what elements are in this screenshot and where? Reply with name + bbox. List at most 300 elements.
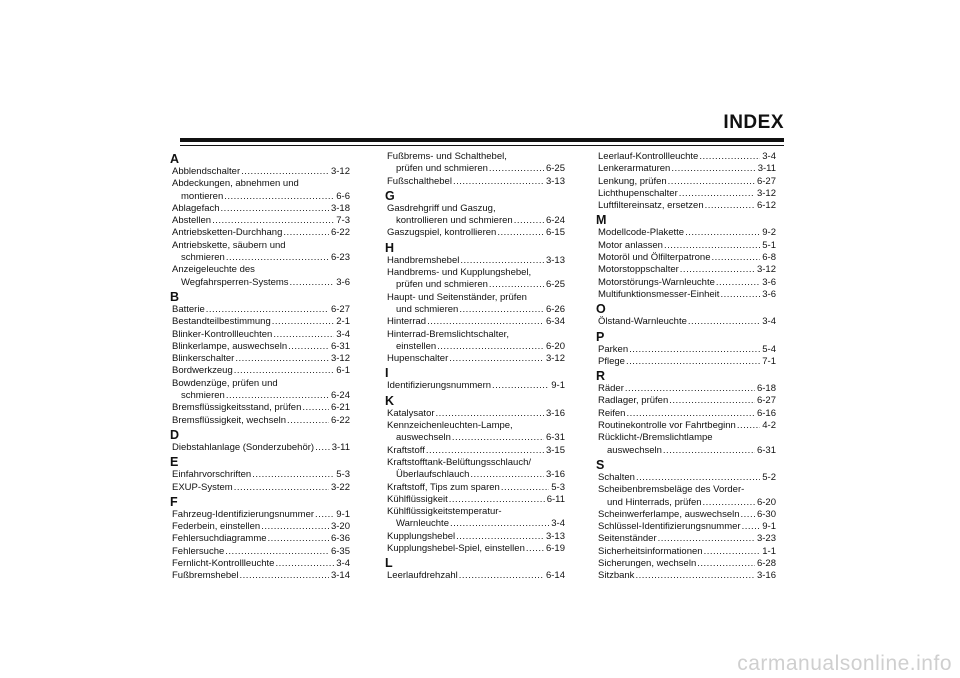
index-entry-text: Motorstoppschalter (598, 264, 679, 276)
index-entry-text: Warnleuchte (396, 518, 449, 530)
page-number: 6-20 (545, 340, 565, 352)
index-entry (170, 509, 350, 521)
index-entry (170, 203, 350, 215)
index-entry-row (598, 316, 776, 328)
index-entry-text: Hupenschalter (387, 353, 449, 365)
index-entry (170, 240, 350, 265)
index-entry-text: Reifen (598, 407, 626, 419)
index-entry (170, 482, 350, 494)
index-entry-text: einstellen (396, 340, 437, 352)
index-entry-row (172, 509, 350, 521)
index-entry (596, 176, 776, 188)
dot-leader (624, 383, 755, 395)
dot-leader (240, 166, 329, 178)
index-entry-row (172, 570, 350, 582)
index-entry-row (598, 509, 776, 521)
index-entry-row (387, 469, 565, 481)
page-number: 3-6 (762, 288, 776, 300)
index-entry (596, 546, 776, 558)
index-entry (596, 316, 776, 328)
page-number: 9-1 (762, 521, 776, 533)
index-entry (596, 408, 776, 420)
dot-leader (287, 341, 329, 353)
index-column-1 (170, 151, 350, 583)
dot-leader (488, 279, 544, 291)
index-entry-row (172, 390, 350, 402)
dot-leader (625, 408, 755, 420)
page-number: 6-24 (545, 215, 565, 227)
page-number: 5-4 (762, 343, 776, 355)
index-entry (596, 383, 776, 395)
index-entry (385, 408, 565, 420)
dot-leader (667, 176, 755, 188)
index-entry-row (387, 341, 565, 353)
page-number: 3-18 (330, 202, 350, 214)
index-entry (385, 316, 565, 328)
index-entry (385, 292, 565, 317)
dot-leader (314, 442, 330, 454)
index-entry-text: Federbein, einstellen (172, 521, 261, 533)
index-entry (596, 533, 776, 545)
index-entry-heading: Scheibenbremsbeläge des Vorder- (598, 484, 745, 496)
index-entry-row (387, 304, 565, 316)
page-number: 6-28 (756, 558, 776, 570)
index-entry (385, 506, 565, 531)
index-entry (596, 521, 776, 533)
dot-leader (301, 402, 329, 414)
watermark: carmanualsonline.info (737, 652, 952, 675)
index-entry-text: Seitenständer (598, 533, 657, 545)
index-entry-row (172, 521, 350, 533)
page-number: 3-14 (330, 570, 350, 582)
dot-leader (491, 380, 549, 392)
dot-leader (239, 570, 329, 582)
page-number: 6-1 (336, 365, 350, 377)
index-entry-text: Diebstahlanlage (Sonderzubehör) (172, 441, 315, 453)
page-number: 6-31 (756, 444, 776, 456)
index-entry (170, 546, 350, 558)
index-entry-text: Räder (598, 383, 624, 395)
index-entry-row (598, 344, 776, 356)
index-entry-row (172, 341, 350, 353)
index-entry (170, 469, 350, 481)
index-entry-text: auswechseln (607, 444, 662, 456)
page-number: 5-3 (336, 469, 350, 481)
index-entry (596, 188, 776, 200)
dot-leader (225, 252, 329, 264)
dot-leader (634, 570, 755, 582)
index-entry-text: Fahrzeug-Identifizierungsnummer (172, 508, 315, 520)
index-entry-row (387, 353, 565, 365)
page-number: 1-1 (762, 545, 776, 557)
index-entry-row (387, 432, 565, 444)
page-number: 6-22 (330, 414, 350, 426)
index-entry (596, 472, 776, 484)
page-number: 3-4 (551, 518, 565, 530)
index-entry-text: Abblendschalter (172, 166, 241, 177)
index-entry-row (387, 255, 565, 267)
index-entry (596, 344, 776, 356)
index-entry-heading: Rücklicht-/Bremslichtlampe (598, 432, 713, 444)
section-letter: K (385, 393, 395, 408)
page-number: 6-31 (545, 432, 565, 444)
index-entry-row (172, 546, 350, 558)
index-entry-text: Sicherungen, wechseln (598, 558, 697, 570)
index-entry-row (598, 227, 776, 239)
index-entry-heading: Kraftstofftank-Belüftungsschlauch/ (387, 456, 531, 468)
index-column-2 (385, 151, 565, 583)
dot-leader (455, 531, 544, 543)
dot-leader (488, 163, 544, 175)
page-number: 3-4 (336, 328, 350, 340)
dot-leader (452, 176, 544, 188)
index-entry-text: und Hinterrads, prüfen (607, 496, 702, 508)
index-entry (385, 570, 565, 582)
dot-leader (741, 521, 761, 533)
index-entry-text: Parken (598, 343, 629, 355)
index-entry-heading: Kennzeichenleuchten-Lampe, (387, 420, 513, 432)
page-number: 6-24 (330, 390, 350, 402)
dot-leader (684, 227, 760, 239)
index-entry (596, 558, 776, 570)
page-number: 3-6 (762, 276, 776, 288)
index-entry-row (598, 497, 776, 509)
index-entry-row (172, 304, 350, 316)
dot-leader (513, 215, 544, 227)
index-entry-text: Kupplungshebel-Spiel, einstellen (387, 543, 525, 555)
index-entry (385, 445, 565, 457)
section-letter: I (385, 366, 389, 381)
header-rule-thin (180, 145, 784, 146)
index-entry-heading: Anzeigeleuchte des (172, 264, 255, 276)
index-entry-text: Leerlauf-Kontrollleuchte (598, 151, 699, 162)
index-entry-text: Abstellen (172, 215, 212, 227)
index-entry-heading: Bowdenzüge, prüfen und (172, 377, 278, 389)
index-entry-row (387, 163, 565, 175)
index-entry-text: Hinterrad (387, 316, 427, 328)
index-entry-text: Kühlflüssigkeit (387, 493, 448, 505)
index-entry (170, 378, 350, 403)
index-entry (170, 570, 350, 582)
index-entry (596, 484, 776, 509)
page-number: 7-3 (336, 215, 350, 227)
index-entry-row (598, 264, 776, 276)
index-entry-heading: Fußbrems- und Schalthebel, (387, 151, 507, 162)
index-entry (596, 509, 776, 521)
page-number: 3-15 (545, 444, 565, 456)
index-entry-row (598, 188, 776, 200)
dot-leader (251, 469, 334, 481)
section-letter: E (170, 455, 179, 470)
index-entry (385, 380, 565, 392)
dot-leader (710, 252, 760, 264)
index-entry-text: Luftfiltereinsatz, ersetzen (598, 200, 704, 212)
dot-leader (704, 200, 755, 212)
index-entry (170, 316, 350, 328)
page-number: 3-6 (336, 276, 350, 288)
page-number: 6-21 (330, 402, 350, 414)
index-entry-text: Lenkerarmaturen (598, 163, 671, 175)
dot-leader (679, 264, 755, 276)
index-entry-row (387, 570, 565, 582)
section-letter: B (170, 289, 180, 304)
dot-leader (435, 408, 544, 420)
page-number: 9-2 (762, 227, 776, 239)
index-entry (170, 415, 350, 427)
index-entry-text: kontrollieren und schmieren (396, 215, 513, 227)
index-entry-row (598, 200, 776, 212)
index-entry-row (172, 191, 350, 203)
index-entry (170, 533, 350, 545)
index-entry-row (598, 163, 776, 175)
page-number: 6-6 (336, 190, 350, 202)
page-number: 7-1 (762, 355, 776, 367)
index-entry-heading: Gasdrehgriff und Gaszug, (387, 202, 496, 214)
dot-leader (271, 316, 335, 328)
index-entry (596, 395, 776, 407)
index-entry-row (598, 289, 776, 301)
page-number: 6-25 (545, 279, 565, 291)
index-entry-text: Pflege (598, 355, 625, 367)
index-entry-row (387, 445, 565, 457)
section-letter: D (170, 427, 180, 442)
dot-leader (696, 558, 755, 570)
index-entry-text: Antriebsketten-Durchhang (172, 227, 283, 239)
index-entry-text: Lichthupenschalter (598, 187, 678, 199)
index-entry-text: Gaszugspiel, kontrollieren (387, 227, 497, 239)
index-entry-text: Radlager, prüfen (598, 395, 669, 407)
dot-leader (740, 509, 755, 521)
dot-leader (736, 420, 760, 432)
dot-leader (628, 344, 760, 356)
index-entry-row (387, 494, 565, 506)
index-entry-text: Handbremshebel (387, 254, 460, 266)
page-number: 6-8 (762, 252, 776, 264)
index-entry-row (387, 380, 565, 392)
dot-leader (668, 395, 755, 407)
index-entry-row (598, 176, 776, 188)
index-entry (170, 264, 350, 289)
index-entry-row (598, 151, 776, 163)
index-entry-text: Schlüssel-Identifizierungsnummer (598, 521, 741, 533)
index-entry-text: Motor anlassen (598, 239, 663, 251)
index-entry-row (172, 329, 350, 341)
page-number: 6-14 (545, 570, 565, 582)
index-entry (170, 442, 350, 454)
dot-leader (687, 316, 760, 328)
index-entry-row (598, 472, 776, 484)
page-number: 3-11 (331, 441, 350, 453)
page-number: 3-16 (545, 407, 565, 419)
index-entry-text: EXUP-System (172, 481, 233, 493)
page-number: 3-4 (762, 151, 776, 162)
index-entry-text: Kraftstoff (387, 444, 425, 456)
index-entry (596, 264, 776, 276)
index-entry-text: Schalten (598, 471, 635, 483)
header-rule-thick (180, 138, 784, 142)
page-number: 6-22 (330, 227, 350, 239)
index-entry-text: Fehlersuchdiagramme (172, 533, 267, 545)
page-number: 3-13 (545, 175, 565, 187)
page-number: 6-35 (330, 545, 350, 557)
page-number: 6-16 (756, 407, 776, 419)
index-entry (596, 227, 776, 239)
dot-leader (426, 316, 544, 328)
index-entry-heading: Kühlflüssigkeitstemperatur- (387, 506, 502, 518)
index-entry-heading: Antriebskette, säubern und (172, 239, 286, 251)
index-entry-row (172, 215, 350, 227)
index-entry-row (172, 353, 350, 365)
dot-leader (625, 356, 760, 368)
index-entry-text: Multifunktionsmesser-Einheit (598, 288, 720, 300)
index-entry (385, 543, 565, 555)
index-entry-text: Bremsflüssigkeitsstand, prüfen (172, 402, 302, 414)
index-entry (170, 304, 350, 316)
index-entry (385, 329, 565, 354)
index-entry (596, 570, 776, 582)
dot-leader (719, 289, 760, 301)
index-entry (170, 521, 350, 533)
dot-leader (223, 191, 334, 203)
page-number: 6-11 (546, 493, 565, 505)
index-entry (385, 267, 565, 292)
dot-leader (314, 509, 334, 521)
dot-leader (662, 445, 755, 457)
dot-leader (670, 163, 755, 175)
index-entry (385, 151, 565, 176)
section-letter: F (170, 494, 178, 509)
index-entry-heading: Haupt- und Seitenständer, prüfen (387, 291, 527, 303)
page-number: 3-12 (330, 166, 350, 177)
page-number: 6-18 (756, 383, 776, 395)
index-entry (596, 289, 776, 301)
page-number: 6-20 (756, 496, 776, 508)
index-entry-text: Motoröl und Ölfilterpatrone (598, 252, 711, 264)
page-number: 2-1 (336, 316, 350, 328)
index-entry-heading: Abdeckungen, abnehmen und (172, 178, 299, 190)
index-entry (596, 252, 776, 264)
page-number: 3-12 (756, 187, 776, 199)
dot-leader (220, 203, 329, 215)
page-number: 6-15 (545, 227, 565, 239)
page-number: 3-13 (545, 254, 565, 266)
page-number: 3-12 (545, 353, 565, 365)
section-letter: L (385, 556, 393, 571)
index-entry (596, 356, 776, 368)
page-number: 6-26 (545, 303, 565, 315)
index-entry (170, 178, 350, 203)
dot-leader (449, 518, 549, 530)
index-entry-row (172, 252, 350, 264)
dot-leader (698, 151, 760, 163)
index-entry-row (172, 533, 350, 545)
page-number: 6-23 (330, 252, 350, 264)
section-letter: S (596, 457, 605, 472)
dot-leader (234, 353, 329, 365)
dot-leader (233, 365, 335, 377)
index-entry-text: Blinkerlampe, auswechseln (172, 340, 288, 352)
index-entry-row (387, 176, 565, 188)
index-entry (596, 151, 776, 163)
index-entry-row (387, 543, 565, 555)
page-number: 5-1 (762, 239, 776, 251)
index-entry-text: montieren (181, 190, 224, 202)
index-entry (385, 531, 565, 543)
index-entry-row (598, 277, 776, 289)
dot-leader (703, 546, 761, 558)
page-number: 6-25 (545, 163, 565, 175)
index-entry (596, 432, 776, 457)
index-entry-row (387, 316, 565, 328)
page-number: 3-4 (762, 316, 776, 328)
index-entry-text: Überlaufschlauch (396, 469, 470, 481)
index-entry-row (172, 402, 350, 414)
index-entry-row (598, 240, 776, 252)
index-entry-row (598, 252, 776, 264)
dot-leader (211, 215, 334, 227)
index-entry-row (172, 469, 350, 481)
dot-leader (451, 432, 544, 444)
index-entry-heading: Handbrems- und Kupplungshebel, (387, 267, 532, 279)
index-entry (385, 494, 565, 506)
index-entry-row (387, 279, 565, 291)
index-entry-row (172, 365, 350, 377)
page-number: 6-19 (545, 543, 565, 555)
dot-leader (469, 469, 544, 481)
page-number: 3-16 (545, 469, 565, 481)
index-entry (385, 227, 565, 239)
index-entry-row (598, 445, 776, 457)
page-number: 3-20 (330, 521, 350, 533)
dot-leader (225, 390, 329, 402)
index-entry-row (598, 420, 776, 432)
index-entry (596, 240, 776, 252)
index-entry-row (387, 227, 565, 239)
index-entry-row (598, 383, 776, 395)
index-entry-text: Batterie (172, 303, 205, 315)
index-entry-text: Routinekontrolle vor Fahrtbeginn (598, 420, 736, 432)
page-number: 6-27 (756, 175, 776, 187)
index-entry-text: schmieren (181, 252, 225, 264)
dot-leader (205, 304, 329, 316)
dot-leader (233, 482, 329, 494)
index-entry-row (172, 166, 350, 178)
section-letter: M (596, 213, 607, 228)
index-entry-text: Bestandteilbestimmung (172, 316, 271, 328)
page-number: 9-1 (336, 508, 350, 520)
index-entry-row (387, 518, 565, 530)
dot-leader (224, 546, 329, 558)
dot-leader (657, 533, 755, 545)
dot-leader (635, 472, 760, 484)
index-column-3 (596, 151, 776, 583)
dot-leader (272, 329, 334, 341)
index-entry-text: Lenkung, prüfen (598, 175, 667, 187)
dot-leader (500, 482, 549, 494)
index-entry (170, 215, 350, 227)
index-entry-row (598, 521, 776, 533)
page-number: 3-16 (756, 570, 776, 582)
index-entry-row (172, 203, 350, 215)
index-entry-text: Sitzbank (598, 570, 635, 582)
index-entry-row (598, 408, 776, 420)
index-entry-text: Blinkerschalter (172, 353, 235, 365)
index-entry-text: prüfen und schmieren (396, 279, 488, 291)
index-entry (385, 353, 565, 365)
page-number: 3-13 (545, 530, 565, 542)
dot-leader (678, 188, 755, 200)
index-entry-text: Einfahrvorschriften (172, 469, 252, 481)
